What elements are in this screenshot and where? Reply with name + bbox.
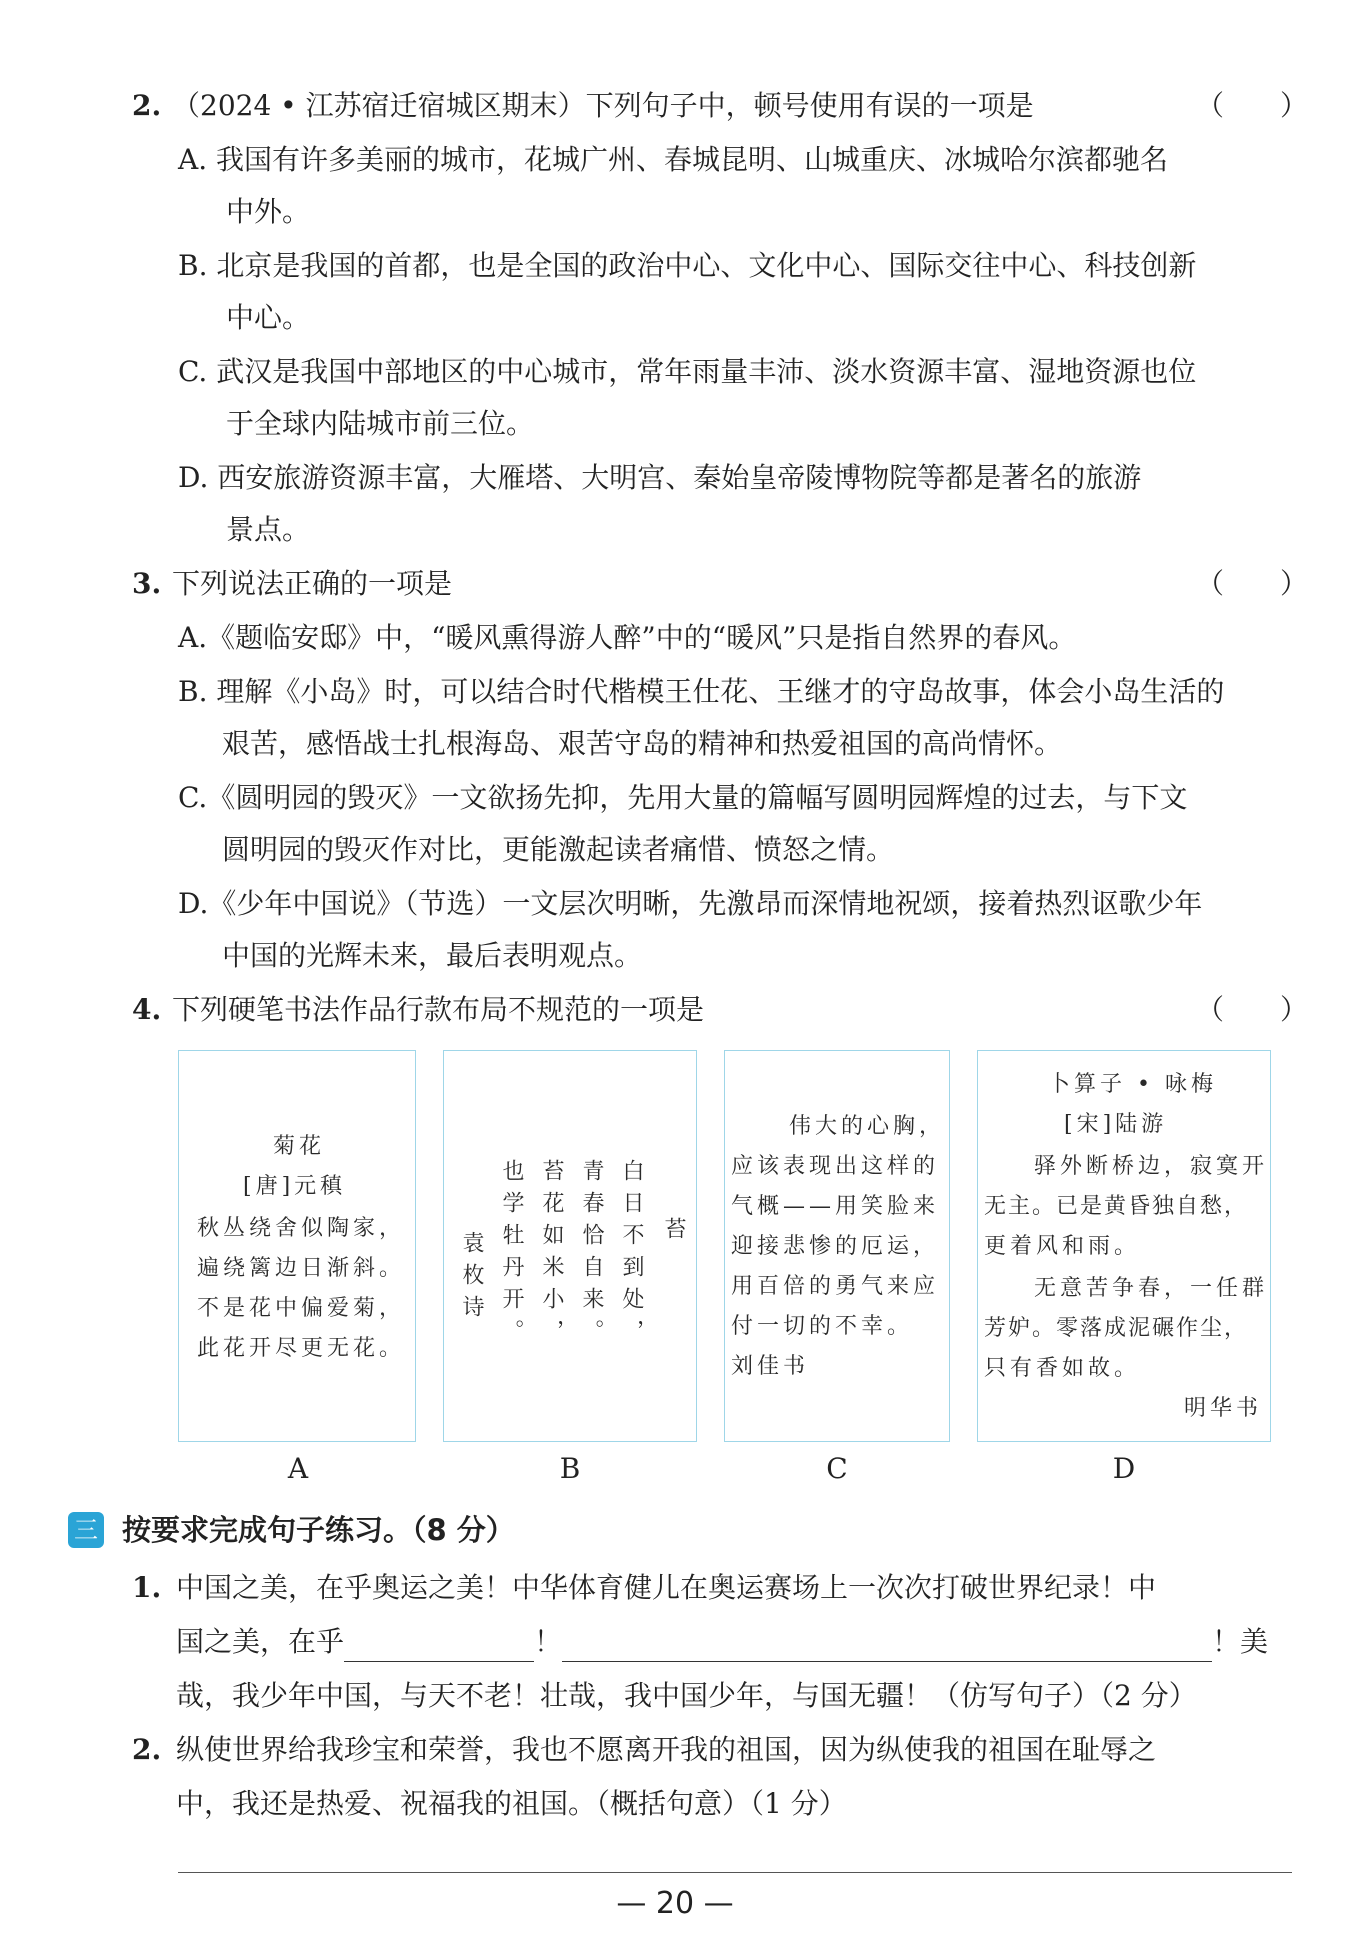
q3-number: 3.	[132, 567, 162, 600]
q2-option-c: C. 武汉是我国中部地区的中心城市，常年雨量丰沛、淡水资源丰富、湿地资源也位	[178, 355, 1197, 388]
card-d-signature: 明华书	[1184, 1396, 1263, 1421]
q3-stem: 下列说法正确的一项是	[172, 567, 453, 600]
s3-q2-line2: 中，我还是热爱、祝福我的祖国。（概括句意）（1 分）	[176, 1787, 847, 1820]
card-b-column: 苔	[661, 1217, 686, 1249]
calligraphy-card-b	[443, 1050, 697, 1442]
q3-option-c-cont: 圆明园的毁灭作对比，更能激起读者痛惜、愤怒之情。	[222, 833, 895, 866]
card-a-line: 此花开尽更无花。	[197, 1336, 406, 1361]
section-title: 按要求完成句子练习。（8 分）	[122, 1513, 515, 1547]
s3-q2-line1: 纵使世界给我珍宝和荣誉，我也不愿离开我的祖国，因为纵使我的祖国在耻辱之	[176, 1733, 1157, 1766]
card-d-line: 更着风和雨。	[984, 1234, 1141, 1259]
q4-number: 4.	[132, 993, 162, 1026]
section-badge: 三	[68, 1512, 104, 1548]
answer-blank-1[interactable]	[344, 1631, 534, 1662]
q2-option-d-cont: 景点。	[226, 513, 311, 546]
q2-option-a-cont: 中外。	[226, 195, 311, 228]
card-c-caption: C	[826, 1452, 848, 1485]
card-d-line: 驿外断桥边，寂寞开	[1034, 1154, 1269, 1179]
q3-option-a: A.《题临安邸》中，“暖风熏得游人醉”中的“暖风”只是指自然界的春风。	[178, 621, 1077, 654]
card-b-column: 青春恰自来。	[579, 1159, 604, 1351]
card-a-caption: A	[287, 1452, 309, 1485]
s3-q1-line2-text: 国之美，在乎	[176, 1625, 345, 1658]
card-d-caption: D	[1112, 1452, 1136, 1485]
card-d-line: 无主。已是黄昏独自愁，	[984, 1194, 1249, 1219]
q2-option-d: D. 西安旅游资源丰富，大雁塔、大明宫、秦始皇帝陵博物院等都是著名的旅游	[178, 461, 1142, 494]
card-c-line: 付一切的不幸。	[731, 1314, 914, 1339]
card-c-line: 气概——用笑脸来	[731, 1194, 940, 1219]
q2-number: 2.	[132, 89, 162, 122]
s3-q1-line2	[176, 1622, 1268, 1662]
s3-q2-number: 2.	[132, 1733, 162, 1766]
card-a-line: 不是花中偏爱菊，	[197, 1296, 406, 1321]
card-c-line: 迎接悲惨的厄运，	[731, 1234, 940, 1259]
card-c-signature: 刘佳书	[731, 1354, 810, 1379]
card-a-line: 秋丛绕舍似陶家，	[197, 1216, 406, 1241]
s3-q1-line1: 中国之美，在乎奥运之美！中华体育健儿在奥运赛场上一次次打破世界纪录！中	[176, 1571, 1157, 1604]
card-b-column: 袁枚诗	[459, 1231, 484, 1327]
page-number: — 20 —	[616, 1886, 734, 1921]
card-b-column: 白日不到处，	[619, 1159, 644, 1351]
q4-stem: 下列硬笔书法作品行款布局不规范的一项是	[172, 993, 705, 1026]
q3-option-b-cont: 艰苦，感悟战士扎根海岛、艰苦守岛的精神和热爱祖国的高尚情怀。	[222, 727, 1063, 760]
card-c-line: 伟大的心胸，	[789, 1114, 946, 1139]
card-b-column: 也学牡丹开。	[499, 1159, 524, 1351]
card-c-line: 用百倍的勇气来应	[731, 1274, 940, 1299]
card-a-author: [唐]元稹	[243, 1174, 347, 1199]
card-b-column: 苔花如米小，	[539, 1159, 564, 1351]
q3-answer-paren[interactable]: （ ）	[1196, 567, 1309, 600]
card-a-title: 菊花	[273, 1134, 326, 1159]
card-b-caption: B	[559, 1452, 581, 1485]
card-d-title: 卜算子 • 咏梅	[1048, 1072, 1217, 1097]
answer-blank-2[interactable]	[562, 1631, 1212, 1662]
q3-option-d-cont: 中国的光辉未来，最后表明观点。	[222, 939, 643, 972]
q2-option-b: B. 北京是我国的首都，也是全国的政治中心、文化中心、国际交往中心、科技创新	[178, 249, 1197, 282]
footer-rule	[178, 1872, 1292, 1873]
s3-q1-line2-mark: ！	[534, 1625, 563, 1658]
q2-stem: （2024 • 江苏宿迁宿城区期末）下列句子中，顿号使用有误的一项是	[172, 89, 1034, 122]
q3-option-d: D.《少年中国说》（节选）一文层次明晰，先激昂而深情地祝颂，接着热烈讴歌少年	[178, 887, 1203, 920]
q2-option-b-cont: 中心。	[226, 301, 311, 334]
q2-option-c-cont: 于全球内陆城市前三位。	[226, 407, 535, 440]
q2-answer-paren[interactable]: （ ）	[1196, 89, 1309, 122]
q2-option-a: A. 我国有许多美丽的城市，花城广州、春城昆明、山城重庆、冰城哈尔滨都驰名	[178, 143, 1169, 176]
card-d-line: 只有香如故。	[984, 1356, 1141, 1381]
card-d-author: [宋]陆游	[1064, 1112, 1168, 1137]
card-d-line: 无意苦争春，一任群	[1034, 1276, 1269, 1301]
calligraphy-card-d	[977, 1050, 1271, 1442]
s3-q1-line3: 哉，我少年中国，与天不老！壮哉，我中国少年，与国无疆！（仿写句子）（2 分）	[176, 1679, 1197, 1712]
s3-q1-number: 1.	[132, 1571, 162, 1604]
calligraphy-card-c	[724, 1050, 950, 1442]
calligraphy-card-a	[178, 1050, 416, 1442]
card-a-line: 遍绕篱边日渐斜。	[197, 1256, 406, 1281]
q3-option-c: C.《圆明园的毁灭》一文欲扬先抑，先用大量的篇幅写圆明园辉煌的过去，与下文	[178, 781, 1188, 814]
card-c-line: 应该表现出这样的	[731, 1154, 940, 1179]
q3-option-b: B. 理解《小岛》时，可以结合时代楷模王仕花、王继才的守岛故事，体会小岛生活的	[178, 675, 1225, 708]
q4-answer-paren[interactable]: （ ）	[1196, 993, 1309, 1026]
s3-q1-line2-end: ！美	[1212, 1625, 1269, 1658]
card-d-line: 芳妒。零落成泥碾作尘，	[984, 1316, 1249, 1341]
